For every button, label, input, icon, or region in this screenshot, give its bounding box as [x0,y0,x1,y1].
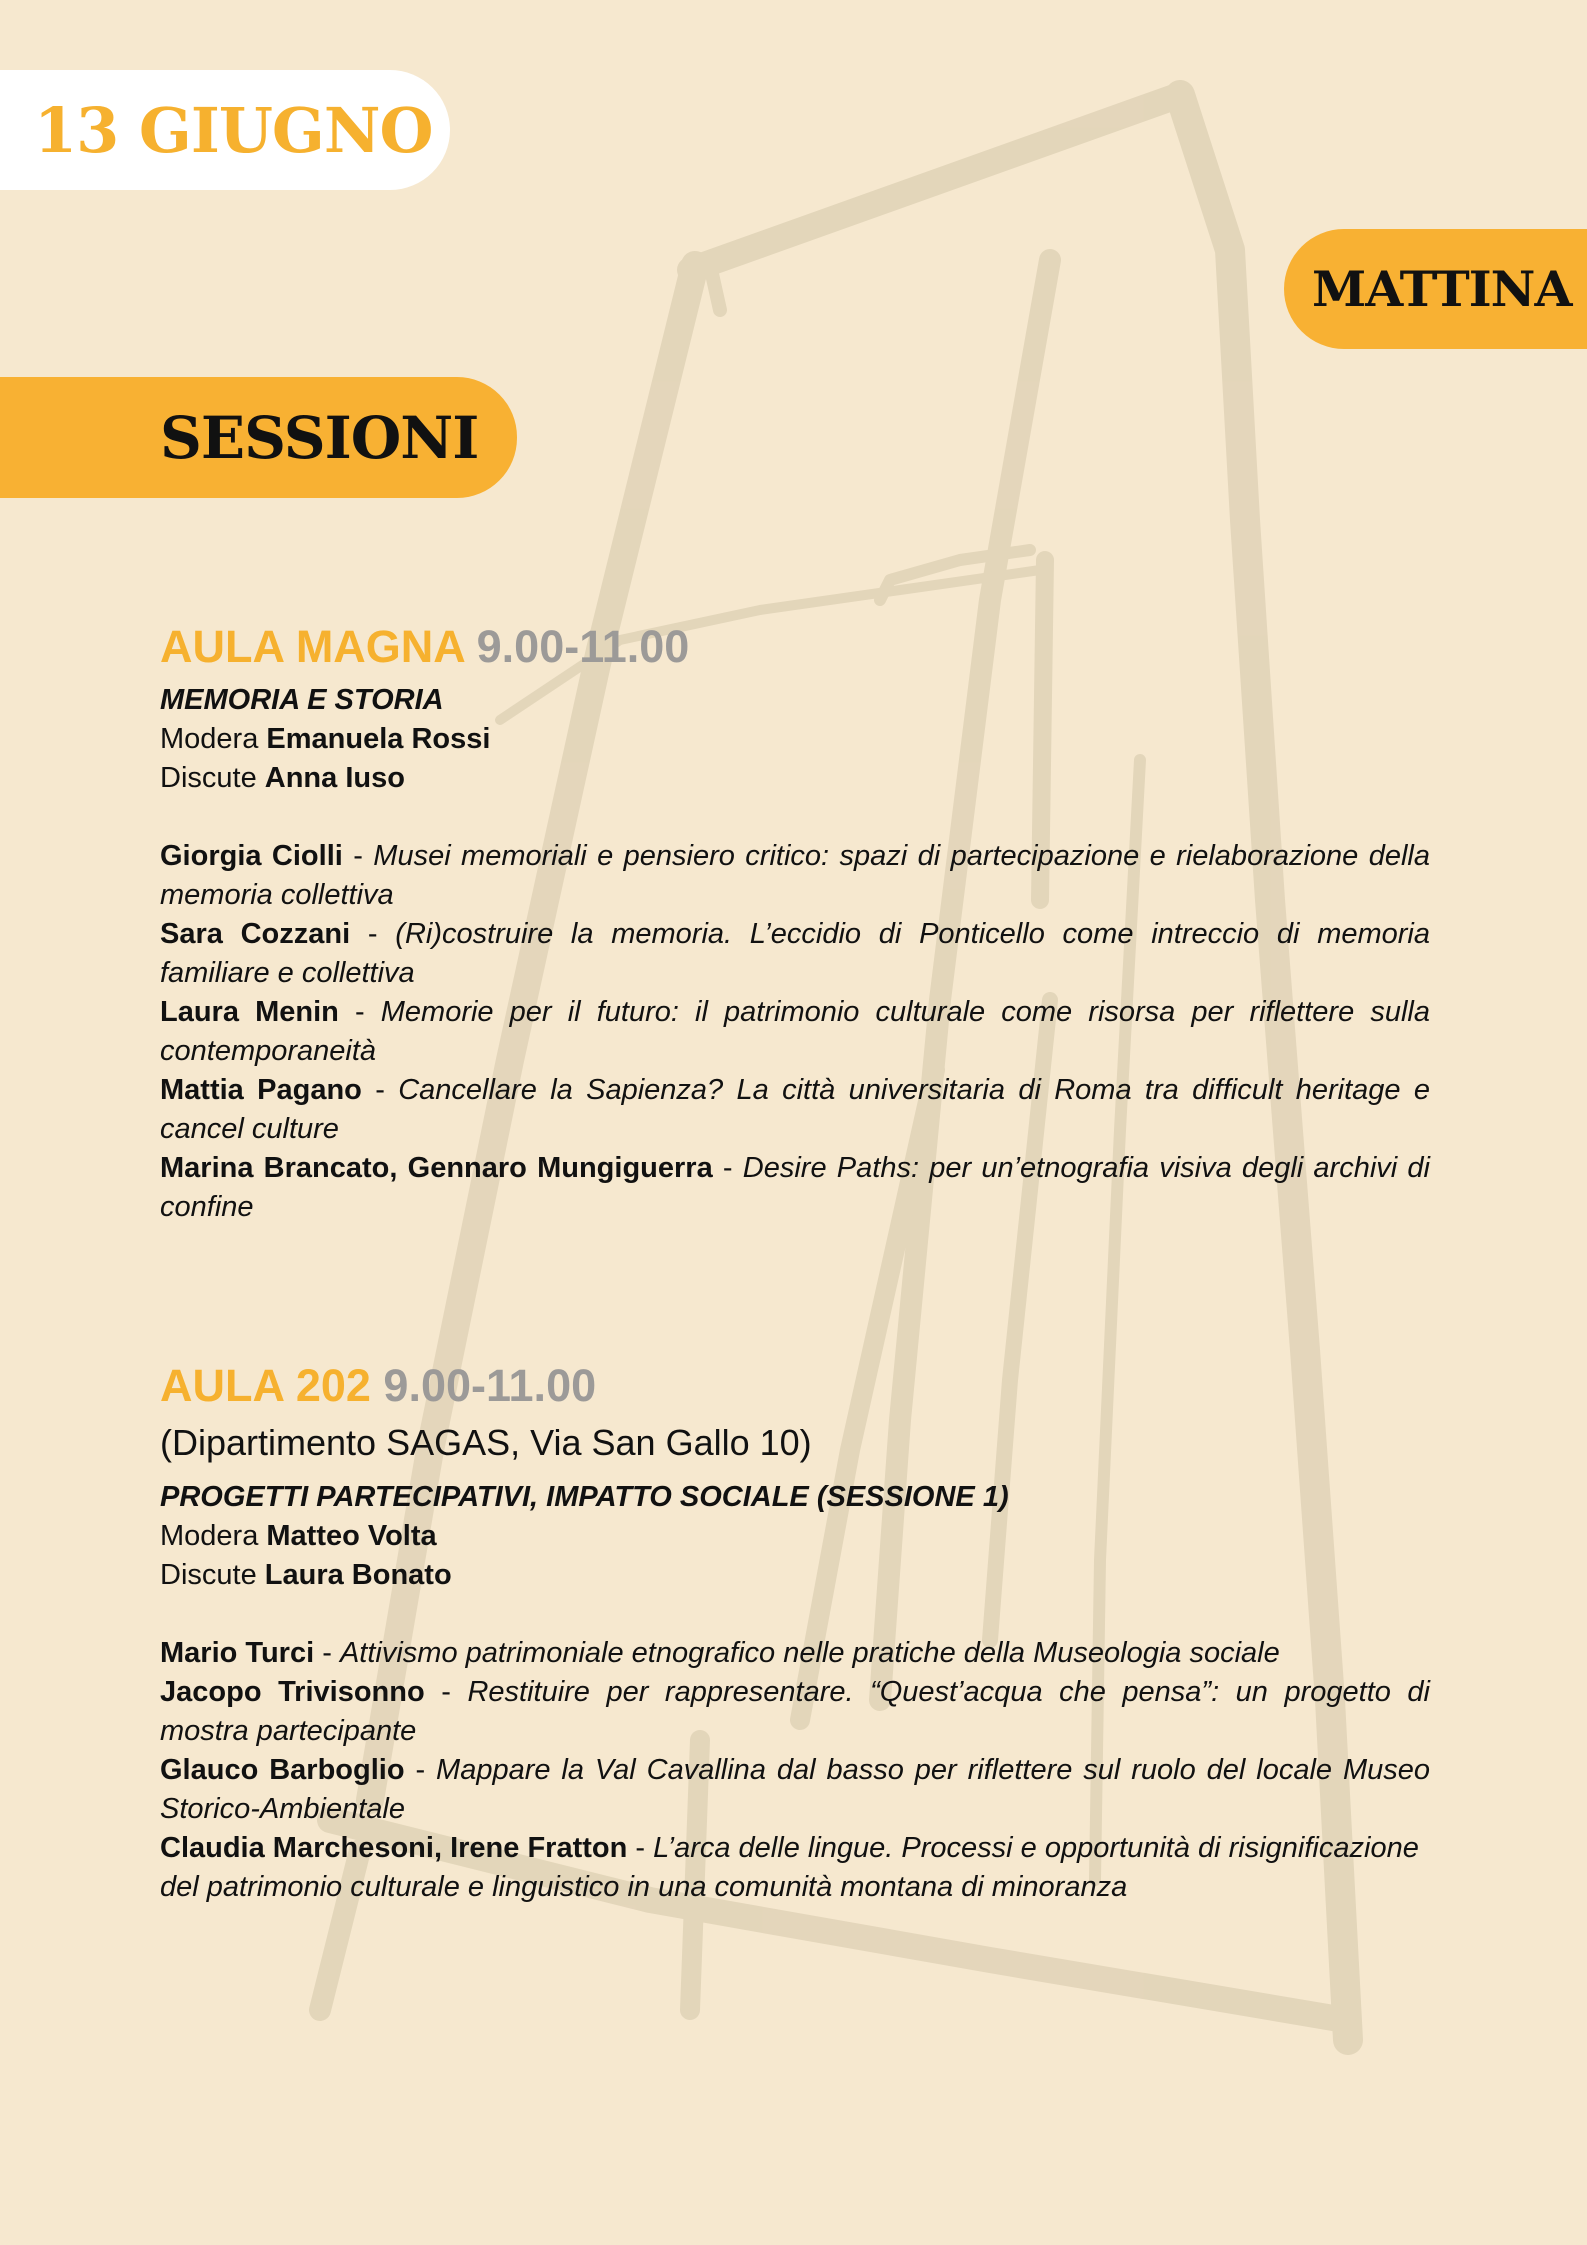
moderator-label: Modera [160,723,267,755]
paper-authors: Jacopo Trivisonno [160,1676,425,1708]
paper-authors: Laura Menin [160,996,339,1028]
paper-title: Attivismo patrimoniale etnografico nelle pratiche della Museologia sociale [339,1637,1280,1669]
paper-separator: - [424,1676,468,1708]
paper-item [160,1751,1430,1829]
paper-item [160,1673,1430,1751]
period-banner [1284,229,1587,349]
paper-item [160,1634,1430,1673]
paper-separator: - [338,996,381,1028]
period-label: MATTINA [1312,260,1572,318]
paper-authors: Glauco Barboglio [160,1754,405,1786]
moderator-name: Matteo Volta [266,1520,437,1552]
moderator-line [160,1517,1430,1556]
discussant-line [160,759,1430,798]
session-time: 9.00-11.00 [476,621,690,672]
moderator-label: Modera [160,1520,267,1552]
paper-separator: - [342,840,374,872]
moderator-name: Emanuela Rossi [266,723,491,755]
paper-separator: - [627,1832,654,1864]
paper-title: Restituire per rappresentare. “Quest’acqua che pensa”: un progetto di mostra partecipante [160,1676,1430,1747]
room-name: AULA MAGNA [160,621,465,672]
paper-separator: - [712,1152,743,1184]
paper-item [160,1829,1430,1907]
paper-item [160,915,1430,993]
paper-separator: - [404,1754,437,1786]
discussant-label: Discute [160,1559,265,1591]
paper-title: (Ri)costruire la memoria. L’eccidio di Ponticello come intreccio di memoria familiare e collettiva [160,918,1431,989]
paper-authors: Claudia Marchesoni, Irene Fratton [160,1832,628,1864]
section-title: SESSIONI [160,403,479,472]
room-name: AULA 202 [160,1360,371,1411]
discussant-label: Discute [160,762,265,794]
paper-authors: Giorgia Ciolli [160,840,343,872]
discussant-name: Laura Bonato [264,1559,452,1591]
paper-authors: Sara Cozzani [160,918,351,950]
discussant-line [160,1556,1430,1595]
session-heading [160,617,1430,677]
paper-item [160,1149,1430,1227]
paper-title: Desire Paths: per un’etnografia visiva degli archivi di confine [160,1152,1430,1223]
session-time: 9.00-11.00 [383,1360,597,1411]
session-title: PROGETTI PARTECIPATIVI, IMPATTO SOCIALE (SESSIONE 1) [160,1481,1009,1513]
session-title: MEMORIA E STORIA [160,684,444,716]
paper-item [160,1071,1430,1149]
session-heading [160,1356,1430,1416]
paper-separator: - [361,1074,399,1106]
paper-title: Memorie per il futuro: il patrimonio culturale come risorsa per riflettere sulla contemporaneità [160,996,1430,1067]
session-location: (Dipartimento SAGAS, Via San Gallo 10) [160,1422,812,1463]
session-block [160,1356,1430,1907]
paper-title: Mappare la Val Cavallina dal basso per riflettere sul ruolo del locale Museo Storico-Ambientale [160,1754,1430,1825]
section-banner [0,377,517,498]
paper-authors: Marina Brancato, Gennaro Mungiguerra [160,1152,713,1184]
paper-item [160,993,1430,1071]
date-banner [0,70,450,190]
moderator-line [160,720,1430,759]
paper-title: Cancellare la Sapienza? La città universitaria di Roma tra difficult heritage e cancel culture [160,1074,1430,1145]
discussant-name: Anna Iuso [264,762,405,794]
paper-separator: - [350,918,396,950]
date-label: 13 GIUGNO [34,93,433,167]
paper-authors: Mario Turci [160,1637,315,1669]
paper-title: L’arca delle lingue. Processi e opportunità di risignificazione del patrimonio culturale e linguistico in una comunità montana di minoranza [160,1832,1419,1903]
paper-authors: Mattia Pagano [160,1074,362,1106]
session-block [160,617,1430,1227]
paper-separator: - [314,1637,340,1669]
paper-item [160,837,1430,915]
paper-title: Musei memoriali e pensiero critico: spazi di partecipazione e rielaborazione della memoria collettiva [160,840,1430,911]
